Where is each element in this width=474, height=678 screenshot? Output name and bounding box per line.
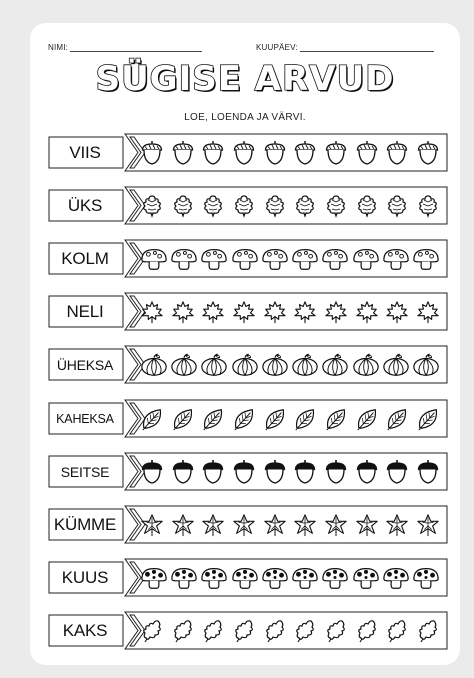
mushroom-outline-icon[interactable] [231, 246, 259, 272]
number-row [48, 239, 448, 279]
pumpkin-icon[interactable] [291, 352, 319, 378]
maple-leaf-icon[interactable] [293, 299, 317, 325]
oak-leaf-outline-icon[interactable] [171, 618, 195, 644]
star-leaf-icon[interactable] [416, 512, 440, 538]
acorn-outline-icon[interactable] [263, 140, 287, 166]
spotted-mushroom-icon[interactable] [170, 565, 198, 591]
number-row [48, 399, 448, 439]
number-word: ÜHEKSA [56, 356, 114, 373]
spotted-mushroom-icon[interactable] [382, 565, 410, 591]
star-leaf-icon[interactable] [355, 512, 379, 538]
pumpkin-icon[interactable] [412, 352, 440, 378]
star-leaf-icon[interactable] [140, 512, 164, 538]
oak-leaf-icon[interactable] [324, 193, 348, 219]
picture-strip [136, 507, 446, 543]
acorn-outline-icon[interactable] [324, 140, 348, 166]
worksheet [30, 23, 460, 665]
maple-leaf-icon[interactable] [232, 299, 256, 325]
acorn-filled-icon[interactable] [232, 459, 256, 485]
number-word: VIIS [69, 142, 101, 162]
star-leaf-icon[interactable] [324, 512, 348, 538]
picture-strip [136, 347, 446, 383]
leaf-icon[interactable] [171, 406, 195, 432]
date-label: KUUPÄEV: [256, 43, 298, 52]
oak-leaf-icon[interactable] [416, 193, 440, 219]
leaf-icon[interactable] [140, 406, 164, 432]
number-word: KAKS [62, 620, 108, 640]
picture-strip [136, 560, 446, 596]
oak-leaf-outline-icon[interactable] [385, 618, 409, 644]
spotted-mushroom-icon[interactable] [412, 565, 440, 591]
spotted-mushroom-icon[interactable] [140, 565, 168, 591]
picture-strip [136, 241, 446, 277]
maple-leaf-icon[interactable] [201, 299, 225, 325]
acorn-outline-icon[interactable] [385, 140, 409, 166]
picture-strip [136, 135, 446, 171]
oak-leaf-outline-icon[interactable] [416, 618, 440, 644]
acorn-outline-icon[interactable] [201, 140, 225, 166]
acorn-filled-icon[interactable] [385, 459, 409, 485]
picture-strip [136, 454, 446, 490]
star-leaf-icon[interactable] [171, 512, 195, 538]
number-word: SEITSE [60, 463, 110, 480]
star-leaf-icon[interactable] [201, 512, 225, 538]
acorn-outline-icon[interactable] [416, 140, 440, 166]
acorn-outline-icon[interactable] [293, 140, 317, 166]
oak-leaf-icon[interactable] [171, 193, 195, 219]
name-field[interactable] [48, 42, 202, 52]
spotted-mushroom-icon[interactable] [231, 565, 259, 591]
star-leaf-icon[interactable] [385, 512, 409, 538]
oak-leaf-outline-icon[interactable] [355, 618, 379, 644]
name-line [70, 42, 202, 52]
picture-strip [136, 401, 446, 437]
picture-strip [136, 188, 446, 224]
mushroom-outline-icon[interactable] [352, 246, 380, 272]
maple-leaf-icon[interactable] [263, 299, 287, 325]
pumpkin-icon[interactable] [200, 352, 228, 378]
acorn-filled-icon[interactable] [201, 459, 225, 485]
leaf-icon[interactable] [324, 406, 348, 432]
mushroom-outline-icon[interactable] [321, 246, 349, 272]
page-title: SÜGISE ARVUD [95, 59, 395, 99]
oak-leaf-outline-icon[interactable] [324, 618, 348, 644]
oak-leaf-icon[interactable] [293, 193, 317, 219]
spotted-mushroom-icon[interactable] [321, 565, 349, 591]
leaf-icon[interactable] [263, 406, 287, 432]
mushroom-outline-icon[interactable] [200, 246, 228, 272]
number-word: KAHEKSA [56, 411, 114, 426]
mushroom-outline-icon[interactable] [170, 246, 198, 272]
leaf-icon[interactable] [232, 406, 256, 432]
pumpkin-icon[interactable] [352, 352, 380, 378]
mushroom-outline-icon[interactable] [291, 246, 319, 272]
acorn-outline-icon[interactable] [171, 140, 195, 166]
acorn-filled-icon[interactable] [416, 459, 440, 485]
acorn-filled-icon[interactable] [263, 459, 287, 485]
oak-leaf-icon[interactable] [263, 193, 287, 219]
acorn-outline-icon[interactable] [232, 140, 256, 166]
acorn-filled-icon[interactable] [140, 459, 164, 485]
mushroom-outline-icon[interactable] [140, 246, 168, 272]
number-row [48, 558, 448, 598]
number-row [48, 186, 448, 226]
pumpkin-icon[interactable] [382, 352, 410, 378]
mushroom-outline-icon[interactable] [412, 246, 440, 272]
leaf-icon[interactable] [355, 406, 379, 432]
acorn-filled-icon[interactable] [355, 459, 379, 485]
leaf-icon[interactable] [293, 406, 317, 432]
number-row [48, 452, 448, 492]
oak-leaf-icon[interactable] [201, 193, 225, 219]
oak-leaf-outline-icon[interactable] [293, 618, 317, 644]
oak-leaf-icon[interactable] [355, 193, 379, 219]
spotted-mushroom-icon[interactable] [291, 565, 319, 591]
oak-leaf-outline-icon[interactable] [140, 618, 164, 644]
star-leaf-icon[interactable] [263, 512, 287, 538]
instructions: LOE, LOENDA JA VÄRVI. [184, 112, 306, 123]
leaf-icon[interactable] [385, 406, 409, 432]
oak-leaf-outline-icon[interactable] [232, 618, 256, 644]
star-leaf-icon[interactable] [232, 512, 256, 538]
maple-leaf-icon[interactable] [171, 299, 195, 325]
pumpkin-icon[interactable] [261, 352, 289, 378]
leaf-icon[interactable] [201, 406, 225, 432]
number-row [48, 505, 448, 545]
oak-leaf-icon[interactable] [232, 193, 256, 219]
number-word: KOLM [61, 248, 109, 268]
number-row [48, 345, 448, 385]
pumpkin-icon[interactable] [140, 352, 168, 378]
oak-leaf-icon[interactable] [385, 193, 409, 219]
acorn-filled-icon[interactable] [171, 459, 195, 485]
acorn-outline-icon[interactable] [140, 140, 164, 166]
name-label: NIMI: [48, 43, 69, 52]
acorn-filled-icon[interactable] [293, 459, 317, 485]
spotted-mushroom-icon[interactable] [261, 565, 289, 591]
mushroom-outline-icon[interactable] [382, 246, 410, 272]
number-word: KUUS [61, 567, 109, 587]
maple-leaf-icon[interactable] [385, 299, 409, 325]
star-leaf-icon[interactable] [293, 512, 317, 538]
number-row [48, 611, 448, 651]
number-row [48, 133, 448, 173]
picture-strip [136, 613, 446, 649]
number-word: ÜKS [67, 195, 103, 215]
acorn-filled-icon[interactable] [324, 459, 348, 485]
number-word: KÜMME [53, 514, 117, 534]
number-word: NELI [66, 301, 104, 321]
acorn-outline-icon[interactable] [355, 140, 379, 166]
leaf-icon[interactable] [416, 406, 440, 432]
spotted-mushroom-icon[interactable] [352, 565, 380, 591]
pumpkin-icon[interactable] [170, 352, 198, 378]
picture-strip [136, 294, 446, 330]
date-field[interactable] [256, 42, 434, 52]
maple-leaf-icon[interactable] [140, 299, 164, 325]
maple-leaf-icon[interactable] [355, 299, 379, 325]
maple-leaf-icon[interactable] [416, 299, 440, 325]
date-line [300, 42, 434, 52]
spotted-mushroom-icon[interactable] [200, 565, 228, 591]
number-row [48, 292, 448, 332]
pumpkin-icon[interactable] [231, 352, 259, 378]
oak-leaf-icon[interactable] [140, 193, 164, 219]
oak-leaf-outline-icon[interactable] [201, 618, 225, 644]
oak-leaf-outline-icon[interactable] [263, 618, 287, 644]
pumpkin-icon[interactable] [321, 352, 349, 378]
mushroom-outline-icon[interactable] [261, 246, 289, 272]
maple-leaf-icon[interactable] [324, 299, 348, 325]
